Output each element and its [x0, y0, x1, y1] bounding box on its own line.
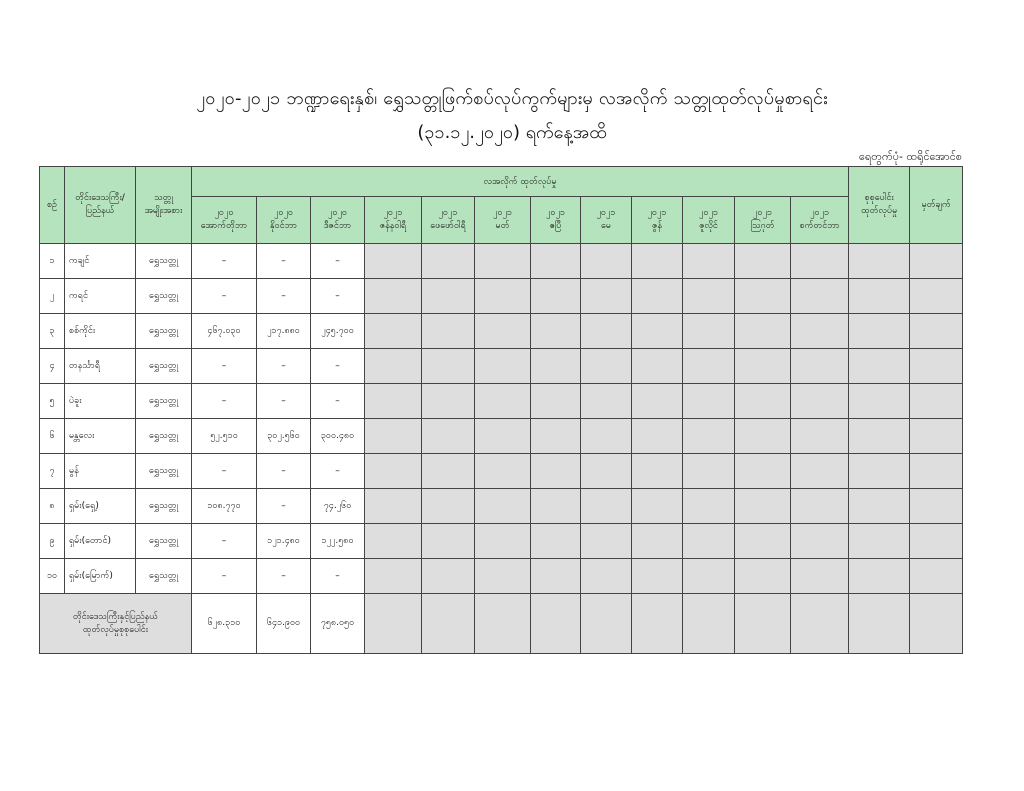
header-region-line1: တိုင်းဒေသကြီး/ [75, 193, 125, 203]
header-month-year: ၂၀၂၁ [647, 208, 667, 218]
nov-cell: ၁၂၁.၄၈၀ [257, 524, 311, 559]
header-month-year: ၂၀၂၁ [546, 208, 565, 218]
table-row [40, 384, 963, 419]
serial-cell: ၈ [40, 489, 65, 524]
dec-cell: – [311, 244, 365, 279]
empty-month-cell [735, 384, 791, 419]
header-month-2 [311, 197, 365, 244]
table-row [40, 349, 963, 384]
header-type-line2: အမျိုးအစား [144, 206, 183, 216]
header-month-10 [735, 197, 791, 244]
empty-month-cell [581, 489, 632, 524]
empty-month-cell [531, 524, 581, 559]
table-row [40, 559, 963, 594]
type-cell: ရွှေသတ္တု [136, 559, 192, 594]
table-row [40, 419, 963, 454]
empty-month-cell [475, 314, 531, 349]
header-month-1 [257, 197, 311, 244]
empty-month-cell [683, 314, 735, 349]
total-cell [849, 489, 910, 524]
empty-month-cell [683, 559, 735, 594]
empty-month-cell [365, 454, 422, 489]
empty-month-cell [422, 454, 475, 489]
header-month-year: ၂၀၂၁ [438, 208, 458, 218]
empty-month-cell [531, 559, 581, 594]
total-row-label [40, 594, 192, 654]
oct-cell: – [192, 384, 257, 419]
header-month-name: ဇွန် [651, 221, 662, 231]
oct-cell: ၄၆၇.၀၃၀ [192, 314, 257, 349]
empty-month-cell [683, 489, 735, 524]
total-cell [849, 314, 910, 349]
empty-month-cell [791, 349, 849, 384]
empty-month-cell [531, 384, 581, 419]
oct-cell: – [192, 279, 257, 314]
empty-month-cell [632, 454, 683, 489]
empty-month-cell [791, 489, 849, 524]
remark-cell [910, 279, 963, 314]
total-cell [849, 244, 910, 279]
empty-month-cell [735, 349, 791, 384]
total-cell [849, 419, 910, 454]
empty-month-cell [422, 384, 475, 419]
empty-month-cell [422, 349, 475, 384]
empty-month-cell [683, 454, 735, 489]
grand-total-cell [849, 594, 910, 654]
total-empty-cell [475, 594, 531, 654]
serial-cell: ၁ [40, 244, 65, 279]
total-label-line1: တိုင်းဒေသကြီးနှင့်ပြည်နယ် [73, 611, 158, 622]
dec-cell: ၁၂၂.၅၈၀ [311, 524, 365, 559]
header-month-year: ၂၀၂၀ [214, 208, 234, 218]
region-cell: တနင်္သာရီ [65, 349, 136, 384]
serial-cell: ၂ [40, 279, 65, 314]
total-oct-cell: ၆၂၈.၃၁၀ [192, 594, 257, 654]
empty-month-cell [581, 244, 632, 279]
remark-cell [910, 314, 963, 349]
header-month-year: ၂၀၂၁ [596, 208, 616, 218]
header-month-name: အောက်တိုဘာ [200, 221, 248, 231]
oct-cell: – [192, 559, 257, 594]
empty-month-cell [475, 524, 531, 559]
dec-cell: – [311, 559, 365, 594]
empty-month-cell [475, 559, 531, 594]
header-month-year: ၂၀၂၁ [493, 208, 512, 218]
region-cell: ရှမ်း(မြောက်) [65, 559, 136, 594]
header-month-0 [192, 197, 257, 244]
empty-month-cell [475, 454, 531, 489]
remark-cell [910, 244, 963, 279]
empty-month-cell [422, 489, 475, 524]
empty-month-cell [735, 559, 791, 594]
header-month-year: ၂၀၂၀ [274, 208, 293, 218]
empty-month-cell [581, 314, 632, 349]
empty-month-cell [475, 244, 531, 279]
empty-month-cell [632, 524, 683, 559]
oct-cell: ၅၂.၅၁၀ [192, 419, 257, 454]
empty-month-cell [791, 419, 849, 454]
total-cell [849, 384, 910, 419]
empty-month-cell [735, 314, 791, 349]
empty-month-cell [632, 314, 683, 349]
empty-month-cell [365, 384, 422, 419]
type-cell: ရွှေသတ္တု [136, 279, 192, 314]
total-empty-cell [365, 594, 422, 654]
empty-month-cell [791, 384, 849, 419]
total-empty-cell [735, 594, 791, 654]
empty-month-cell [422, 524, 475, 559]
table-row [40, 314, 963, 349]
header-month-year: ၂၀၂၁ [753, 208, 772, 218]
total-empty-cell [632, 594, 683, 654]
remark-cell [910, 384, 963, 419]
empty-month-cell [531, 349, 581, 384]
header-month-name: ဇူလိုင် [699, 221, 718, 231]
oct-cell: – [192, 524, 257, 559]
empty-month-cell [422, 244, 475, 279]
header-month-6 [531, 197, 581, 244]
header-month-8 [632, 197, 683, 244]
empty-month-cell [683, 419, 735, 454]
empty-month-cell [683, 524, 735, 559]
dec-cell: ၃၀၀.၄၈၀ [311, 419, 365, 454]
oct-cell: – [192, 244, 257, 279]
region-cell: ရှမ်း(ရှေ့) [65, 489, 136, 524]
empty-month-cell [632, 384, 683, 419]
header-month-name: စက်တင်ဘာ [799, 221, 840, 231]
empty-month-cell [791, 279, 849, 314]
serial-cell: ၅ [40, 384, 65, 419]
region-cell: မွန် [65, 454, 136, 489]
header-month-name: ဒီဇင်ဘာ [323, 221, 352, 231]
remark-cell [910, 419, 963, 454]
empty-month-cell [791, 244, 849, 279]
empty-month-cell [531, 489, 581, 524]
empty-month-cell [581, 279, 632, 314]
total-nov-cell: ၆၄၁.၉၀၀ [257, 594, 311, 654]
empty-month-cell [475, 384, 531, 419]
empty-month-cell [365, 314, 422, 349]
header-month-name: မေ [600, 221, 612, 231]
report-date: (၃၁.၁၂.၂၀၂၀) ရက်နေ့အထိ [417, 122, 607, 143]
total-cell [849, 349, 910, 384]
empty-month-cell [683, 244, 735, 279]
empty-month-cell [632, 244, 683, 279]
empty-month-cell [475, 279, 531, 314]
serial-cell: ၃ [40, 314, 65, 349]
empty-month-cell [475, 419, 531, 454]
serial-cell: ၁၀ [40, 559, 65, 594]
dec-cell: – [311, 454, 365, 489]
empty-month-cell [581, 349, 632, 384]
empty-month-cell [632, 279, 683, 314]
dec-cell: – [311, 349, 365, 384]
empty-month-cell [365, 244, 422, 279]
empty-month-cell [475, 349, 531, 384]
region-cell: ကရင် [65, 279, 136, 314]
empty-month-cell [735, 279, 791, 314]
header-month-11 [791, 197, 849, 244]
total-empty-cell [683, 594, 735, 654]
total-row [40, 594, 963, 654]
header-month-name: နိုဝင်ဘာ [269, 221, 298, 231]
empty-month-cell [531, 454, 581, 489]
empty-month-cell [581, 384, 632, 419]
empty-month-cell [365, 559, 422, 594]
empty-month-cell [531, 279, 581, 314]
serial-cell: ၇ [40, 454, 65, 489]
header-type-line1: သတ္တု [154, 193, 173, 203]
empty-month-cell [735, 524, 791, 559]
empty-month-cell [581, 524, 632, 559]
type-cell: ရွှေသတ္တု [136, 314, 192, 349]
empty-month-cell [365, 524, 422, 559]
header-remark: မှတ်ချက် [910, 167, 963, 244]
empty-month-cell [735, 454, 791, 489]
header-month-name: ဇန်နဝါရီ [379, 221, 407, 231]
region-cell: ပဲခူး [65, 384, 136, 419]
nov-cell: – [257, 244, 311, 279]
type-cell: ရွှေသတ္တု [136, 419, 192, 454]
nov-cell: ၃၀၂.၅၆၀ [257, 419, 311, 454]
header-month-year: ၂၀၂၁ [383, 208, 403, 218]
header-month-name: မတ် [495, 221, 510, 231]
total-cell [849, 454, 910, 489]
header-month-year: ၂၀၂၀ [328, 208, 347, 218]
table-row [40, 244, 963, 279]
empty-month-cell [475, 489, 531, 524]
total-empty-cell [422, 594, 475, 654]
header-monthly-production: လအလိုက် ထုတ်လုပ်မှု [192, 167, 849, 197]
dec-cell: – [311, 384, 365, 419]
empty-month-cell [735, 244, 791, 279]
empty-month-cell [531, 244, 581, 279]
header-total-production [849, 167, 910, 244]
header-month-9 [683, 197, 735, 244]
total-cell [849, 559, 910, 594]
empty-month-cell [422, 314, 475, 349]
empty-month-cell [683, 349, 735, 384]
region-cell: ရှမ်း(တောင်) [65, 524, 136, 559]
empty-month-cell [581, 559, 632, 594]
total-empty-cell [581, 594, 632, 654]
nov-cell: – [257, 349, 311, 384]
header-month-5 [475, 197, 531, 244]
type-cell: ရွှေသတ္တု [136, 384, 192, 419]
empty-month-cell [531, 314, 581, 349]
dec-cell: ၇၄.၂၆၀ [311, 489, 365, 524]
header-month-name: ဩဂုတ် [750, 221, 775, 231]
type-cell: ရွှေသတ္တု [136, 454, 192, 489]
empty-month-cell [365, 349, 422, 384]
region-cell: စစ်ကိုင်း [65, 314, 136, 349]
empty-month-cell [422, 559, 475, 594]
header-month-7 [581, 197, 632, 244]
table-row [40, 279, 963, 314]
total-cell [849, 279, 910, 314]
empty-month-cell [422, 279, 475, 314]
oct-cell: – [192, 454, 257, 489]
remark-cell [910, 489, 963, 524]
empty-month-cell [735, 419, 791, 454]
nov-cell: – [257, 454, 311, 489]
table-row [40, 524, 963, 559]
dec-cell: – [311, 279, 365, 314]
total-empty-cell [531, 594, 581, 654]
header-total-line1: စုစုပေါင်း [864, 193, 894, 203]
remark-cell [910, 559, 963, 594]
empty-month-cell [683, 384, 735, 419]
header-month-3 [365, 197, 422, 244]
region-cell: မန္တလေး [65, 419, 136, 454]
nov-cell: – [257, 279, 311, 314]
serial-cell: ၆ [40, 419, 65, 454]
header-region-line2: ပြည်နယ် [85, 206, 115, 216]
nov-cell: – [257, 559, 311, 594]
empty-month-cell [632, 349, 683, 384]
production-table [39, 166, 963, 654]
nov-cell: – [257, 384, 311, 419]
total-cell [849, 524, 910, 559]
table-row [40, 454, 963, 489]
empty-month-cell [632, 559, 683, 594]
header-type [136, 167, 192, 244]
empty-month-cell [791, 454, 849, 489]
empty-month-cell [365, 419, 422, 454]
empty-month-cell [632, 489, 683, 524]
header-total-line2: ထုတ်လုပ်မှု [861, 206, 898, 216]
total-dec-cell: ၇၅၈.၀၅၀ [311, 594, 365, 654]
remark-cell [910, 524, 963, 559]
empty-month-cell [735, 489, 791, 524]
remark-cell [910, 349, 963, 384]
total-label-line2: ထုတ်လုပ်မှုစုစုပေါင်း [82, 624, 149, 635]
total-empty-cell [791, 594, 849, 654]
nov-cell: ၂၁၇.၈၈၀ [257, 314, 311, 349]
header-region [65, 167, 136, 244]
type-cell: ရွှေသတ္တု [136, 349, 192, 384]
empty-month-cell [422, 419, 475, 454]
empty-month-cell [791, 559, 849, 594]
report-title: ၂၀၂၀-၂၀၂၁ ဘဏ္ဍာရေးနှစ်၊ ရွှေသတ္တုဖြက်စပ်လုပ်ကွက်များမှ လအလိုက် သတ္တုထုတ်လုပ်မှုစာရင်း [196, 88, 828, 109]
empty-month-cell [791, 524, 849, 559]
dec-cell: ၂၄၅.၇၀၀ [311, 314, 365, 349]
table-row [40, 489, 963, 524]
type-cell: ရွှေသတ္တု [136, 524, 192, 559]
source-note: ရေတွက်ပုံ- ထရိုင်အောင်စ [858, 150, 962, 163]
oct-cell: – [192, 349, 257, 384]
header-month-name: ဖေဖော်ဝါရီ [430, 221, 466, 231]
remark-cell [910, 454, 963, 489]
serial-cell: ၄ [40, 349, 65, 384]
oct-cell: ၁၀၈.၇၇၀ [192, 489, 257, 524]
total-remark-cell [910, 594, 963, 654]
region-cell: ကချင် [65, 244, 136, 279]
type-cell: ရွှေသတ္တု [136, 489, 192, 524]
empty-month-cell [531, 419, 581, 454]
empty-month-cell [581, 454, 632, 489]
empty-month-cell [365, 489, 422, 524]
nov-cell: – [257, 489, 311, 524]
header-month-year: ၂၀၂၁ [810, 208, 830, 218]
serial-cell: ၉ [40, 524, 65, 559]
header-month-4 [422, 197, 475, 244]
type-cell: ရွှေသတ္တု [136, 244, 192, 279]
empty-month-cell [683, 279, 735, 314]
empty-month-cell [791, 314, 849, 349]
header-serial: စဉ် [40, 167, 65, 244]
empty-month-cell [632, 419, 683, 454]
empty-month-cell [365, 279, 422, 314]
header-month-year: ၂၀၂၁ [699, 208, 718, 218]
header-month-name: ဧပြီ [549, 221, 562, 231]
empty-month-cell [581, 419, 632, 454]
